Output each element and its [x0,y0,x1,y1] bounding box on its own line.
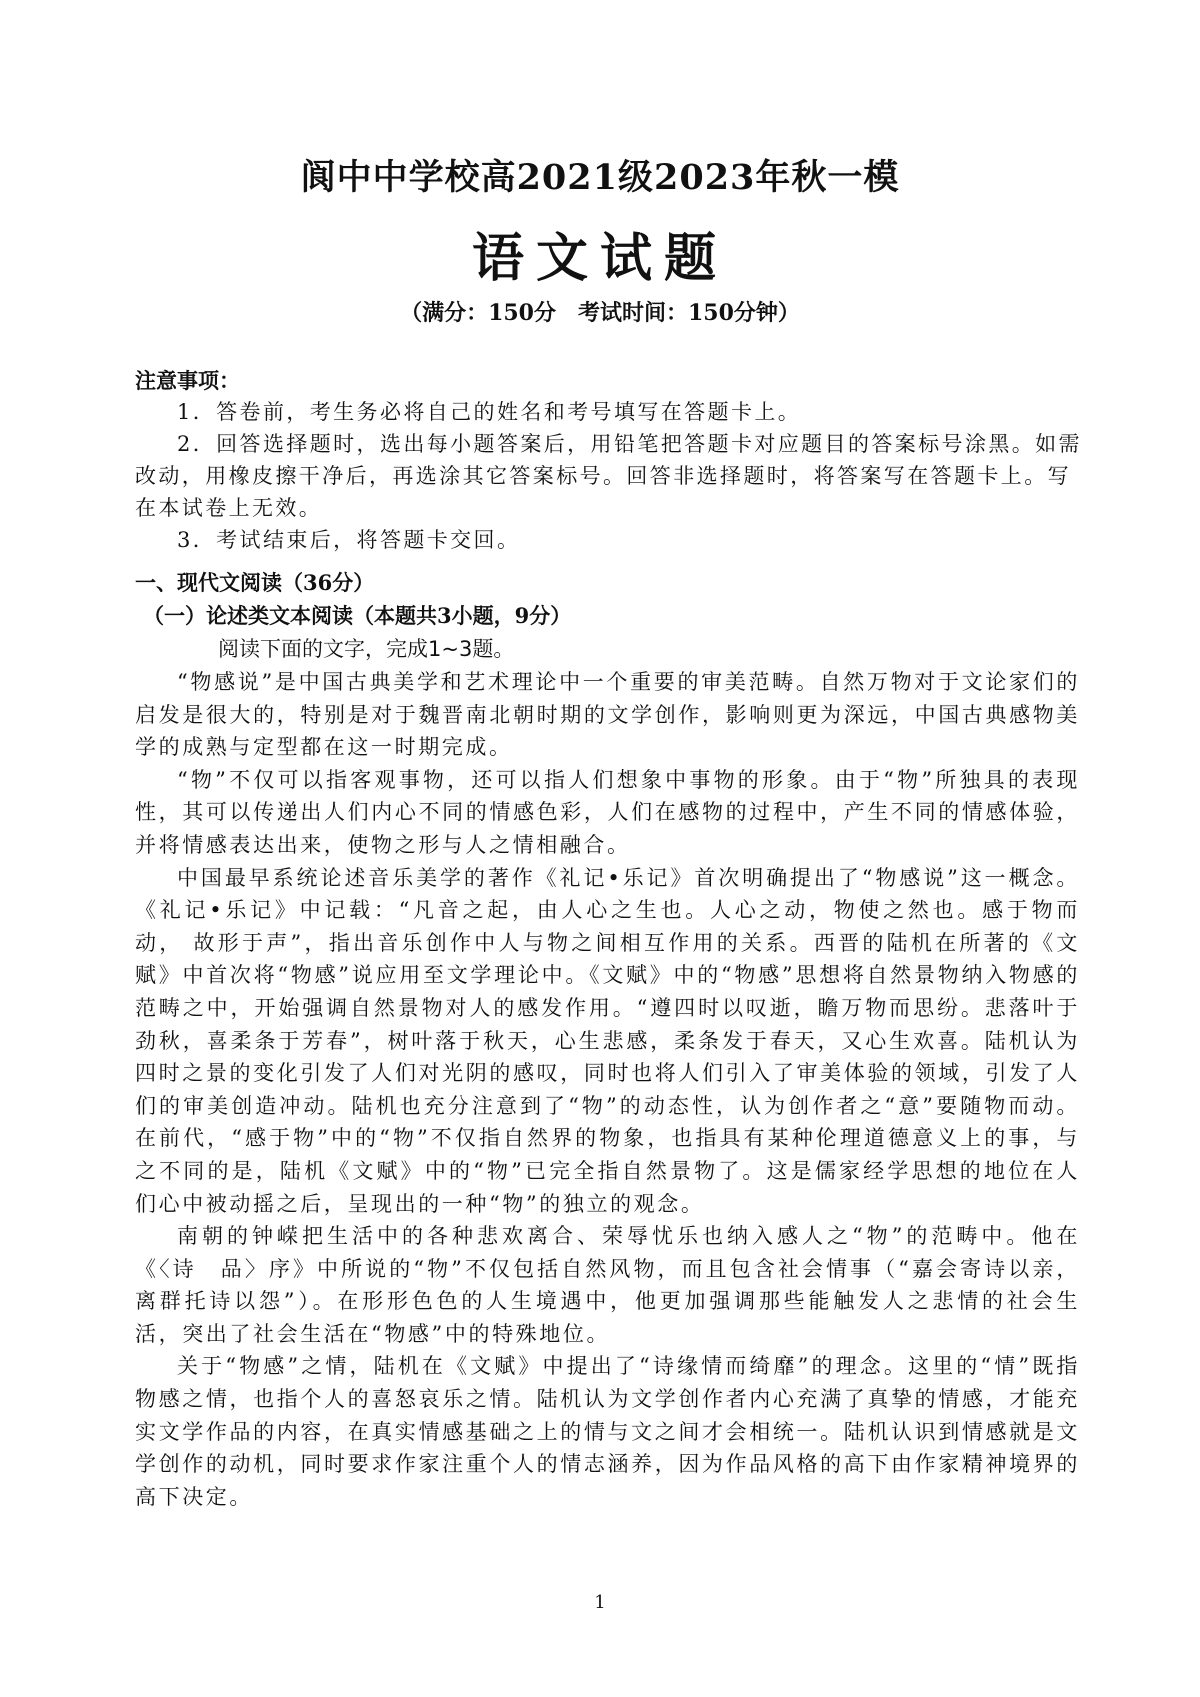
notes-heading: 注意事项： [135,368,240,393]
section-subtitle: （一）论述类文本阅读（本题共3小题，9分） [143,603,572,628]
note-item: 2．回答选择题时，选出每小题答案后，用铅笔把答题卡对应题目的答案标号涂黑。如需改动，用橡皮擦干净后，再选涂其它答案标号。回答非选择题时，将答案写在答题卡上。写在本试卷上无效。 [135,432,1082,520]
note-item: 3．考试结束后，将答题卡交回。 [177,528,521,552]
exam-title: 阆中中学校高2021级2023年秋一模 [300,157,900,198]
note-item: 1．答卷前，考生务必将自己的姓名和考号填写在答题卡上。 [177,400,802,424]
passage-paragraph: 南朝的钟嵘把生活中的各种悲欢离合、荣辱忧乐也纳入感人之“物”的范畴中。他在《〈诗 品〉序》中所说的“物”不仅包括自然风物，而且包含社会情事（“嘉会寄诗以亲，离群托诗以怨”）。在形形色色的人生境遇中，他更加强调那些能触发人之悲情的社会生活，突出了社会生活在“物感”中的特殊地位。 [135,1224,1080,1346]
notes-list [135,396,1085,556]
passage-paragraph: 中国最早系统论述音乐美学的著作《礼记•乐记》首次明确提出了“物感说”这一概念。《礼记•乐记》中记载：“凡音之起，由人心之生也。人心之动，物使之然也。感于物而动， 故形于声”，指出音乐创作中人与物之间相互作用的关系。西晋的陆机在所著的《文赋》中首次将“物感”说应用至文学理论中。《文赋》中的“物感”思想将自然景物纳入物感的范畴之中，开始强调自然景物对人的感发作用。“遵四时以叹逝，瞻万物而思纷。悲落叶于劲秋，喜柔条于芳春”，树叶落于秋天，心生悲感，柔条发于春天，又心生欢喜。陆机认为四时之景的变化引发了人们对光阴的感叹，同时也将人们引入了审美体验的领域，引发了人们的审美创造冲动。陆机也充分注意到了“物”的动态性，认为创作者之“意”要随物而动。在前代，“感于物”中的“物”不仅指自然界的物象，也指具有某种伦理道德意义上的事，与之不同的是，陆机《文赋》中的“物”已完全指自然景物了。这是儒家经学思想的地位在人们心中被动摇之后，呈现出的一种“物”的独立的观念。 [135,865,1080,1216]
section-title: 一、现代文阅读（36分） [135,570,375,595]
page-number: 1 [594,1592,606,1613]
passage-paragraph: 关于“物感”之情，陆机在《文赋》中提出了“诗缘情而绮靡”的理念。这里的“情”既指物感之情，也指个人的喜怒哀乐之情。陆机认为文学创作者内心充满了真挚的情感，才能充实文学作品的内容，在真实情感基础之上的情与文之间才会相统一。陆机认识到情感就是文学创作的动机，同时要求作家注重个人的情志涵养，因为作品风格的高下由作家精神境界的高下决定。 [135,1354,1080,1509]
reading-passage [135,666,1080,1513]
passage-paragraph: “物”不仅可以指客观事物，还可以指人们想象中事物的形象。由于“物”所独具的表现性，其可以传递出人们内心不同的情感色彩，人们在感物的过程中，产生不同的情感体验，并将情感表达出来，使物之形与人之情相融合。 [135,767,1080,857]
subject-title: 语文试题 [471,228,728,289]
passage-paragraph: “物感说”是中国古典美学和艺术理论中一个重要的审美范畴。自然万物对于文论家们的启发是很大的，特别是对于魏晋南北朝时期的文学创作，影响则更为深远，中国古典感物美学的成熟与定型都在这一时期完成。 [135,670,1080,760]
score-time-line: （满分：150分 考试时间：150分钟） [400,300,800,326]
reading-instruction: 阅读下面的文字，完成1~3题。 [218,637,515,661]
